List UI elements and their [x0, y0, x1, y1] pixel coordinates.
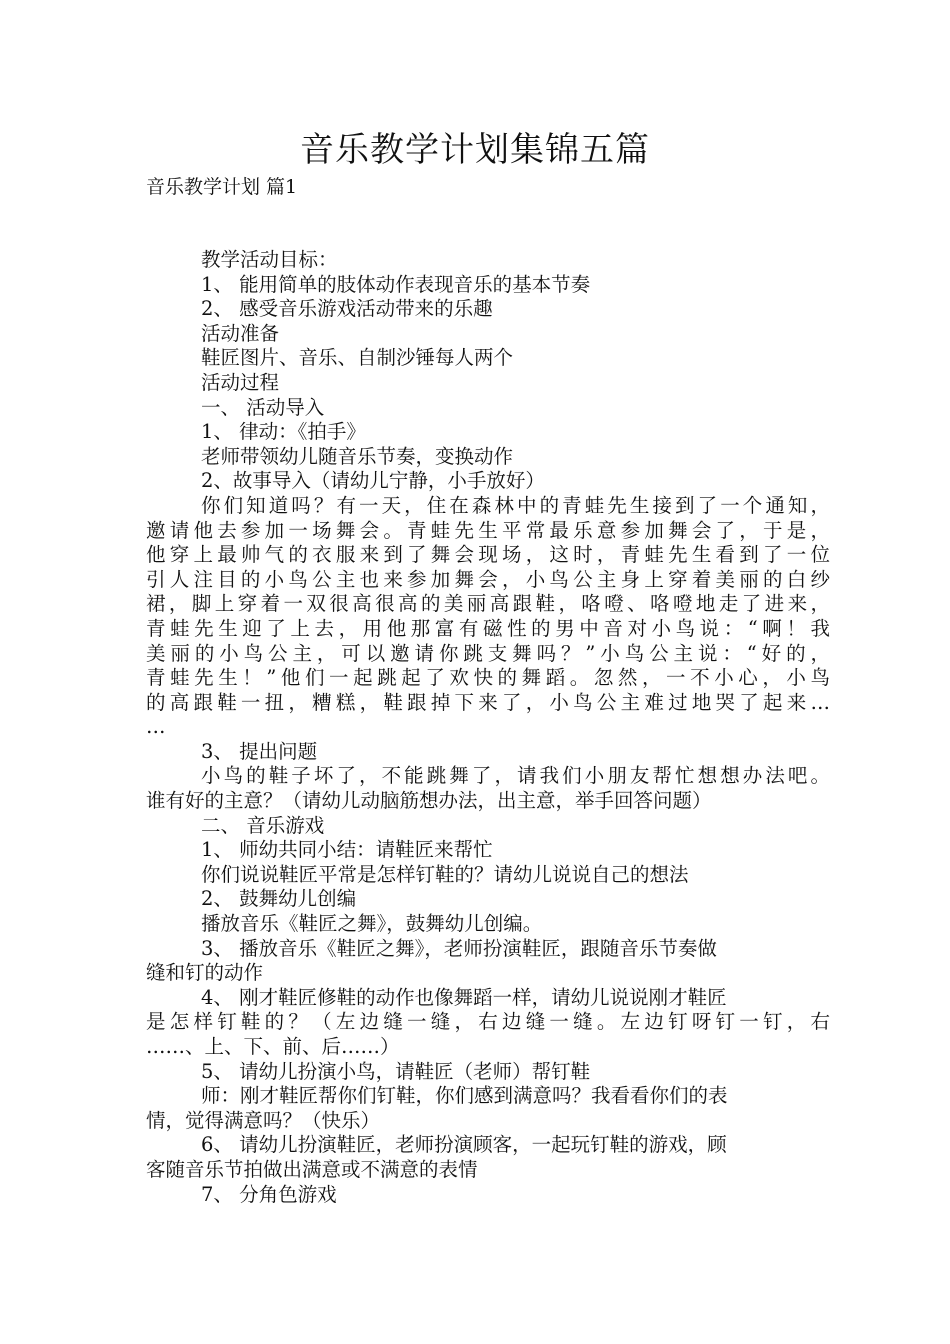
text-line: 6、 请幼儿扮演鞋匠，老师扮演顾客，一起玩钉鞋的游戏，顾: [201, 1133, 727, 1157]
text-line: 是怎样钉鞋的？（左边缝一缝，右边缝一缝。左边钉呀钉一钉，右: [146, 1010, 830, 1034]
text-line: 一、 活动导入: [201, 395, 325, 419]
document-title: 音乐教学计划集锦五篇: [300, 130, 650, 170]
text-line: 客随音乐节拍做出满意或不满意的表情: [146, 1157, 478, 1181]
text-line: 青蛙先生！”他们一起跳起了欢快的舞蹈。忽然，一不小心，小鸟: [146, 666, 830, 690]
text-line: 的高跟鞋一扭，糟糕，鞋跟掉下来了，小鸟公主难过地哭了起来…: [146, 690, 830, 714]
text-line: 谁有好的主意？（请幼儿动脑筋想办法，出主意，举手回答问题）: [146, 789, 712, 813]
text-line: 二、 音乐游戏: [201, 813, 325, 837]
text-line: 1、 律动：《拍手》: [201, 420, 366, 444]
text-line: 活动过程: [201, 370, 280, 394]
text-line: 2、故事导入（请幼儿宁静，小手放好）: [201, 469, 545, 493]
text-line: 鞋匠图片、音乐、自制沙锤每人两个: [201, 346, 514, 370]
section-subtitle: 音乐教学计划 篇1: [146, 176, 298, 198]
text-line: 邀请他去参加一场舞会。青蛙先生平常最乐意参加舞会了，于是，: [146, 518, 830, 542]
text-line: 播放音乐《鞋匠之舞》，鼓舞幼儿创编。: [201, 912, 543, 936]
text-line: 2、 感受音乐游戏活动带来的乐趣: [201, 297, 493, 321]
text-line: 3、 提出问题: [201, 739, 318, 763]
text-line: 教学活动目标：: [201, 248, 338, 271]
text-line: 小鸟的鞋子坏了，不能跳舞了，请我们小朋友帮忙想想办法吧。: [201, 764, 830, 788]
text-line: 活动准备: [201, 321, 280, 345]
document-body: [146, 248, 830, 1207]
text-line: 青蛙先生迎了上去，用他那富有磁性的男中音对小鸟说：“啊！我: [146, 616, 830, 640]
text-line: 5、 请幼儿扮演小鸟，请鞋匠（老师）帮钉鞋: [201, 1059, 591, 1083]
text-line: 2、 鼓舞幼儿创编: [201, 887, 357, 911]
text-line: 缝和钉的动作: [146, 961, 264, 985]
text-line: 你们说说鞋匠平常是怎样钉鞋的？请幼儿说说自己的想法: [201, 862, 689, 886]
text-line: 你们知道吗？有一天，住在森林中的青蛙先生接到了一个通知，: [201, 493, 830, 517]
text-line: …: [146, 715, 166, 739]
text-line: 老师带领幼儿随音乐节奏，变换动作: [201, 444, 514, 468]
text-line: 他穿上最帅气的衣服来到了舞会现场，这时，青蛙先生看到了一位: [146, 543, 830, 567]
text-line: ……、上、下、前、后……）: [146, 1035, 400, 1058]
text-line: 引人注目的小鸟公主也来参加舞会，小鸟公主身上穿着美丽的白纱: [146, 567, 830, 591]
text-line: 美丽的小鸟公主，可以邀请你跳支舞吗？”小鸟公主说：“好的，: [146, 641, 830, 665]
text-line: 7、 分角色游戏: [201, 1182, 337, 1206]
text-line: 4、 刚才鞋匠修鞋的动作也像舞蹈一样，请幼儿说说刚才鞋匠: [201, 985, 727, 1009]
text-line: 1、 师幼共同小结：请鞋匠来帮忙: [201, 838, 493, 862]
text-line: 3、 播放音乐《鞋匠之舞》，老师扮演鞋匠，跟随音乐节奏做: [201, 936, 717, 960]
text-line: 情，觉得满意吗？（快乐）: [146, 1108, 381, 1132]
text-line: 师：刚才鞋匠帮你们钉鞋，你们感到满意吗？我看看你们的表: [201, 1084, 728, 1108]
text-line: 裙，脚上穿着一双很高很高的美丽高跟鞋，咯噔、咯噔地走了进来，: [146, 592, 830, 616]
text-line: 1、 能用简单的肢体动作表现音乐的基本节奏: [201, 272, 591, 296]
